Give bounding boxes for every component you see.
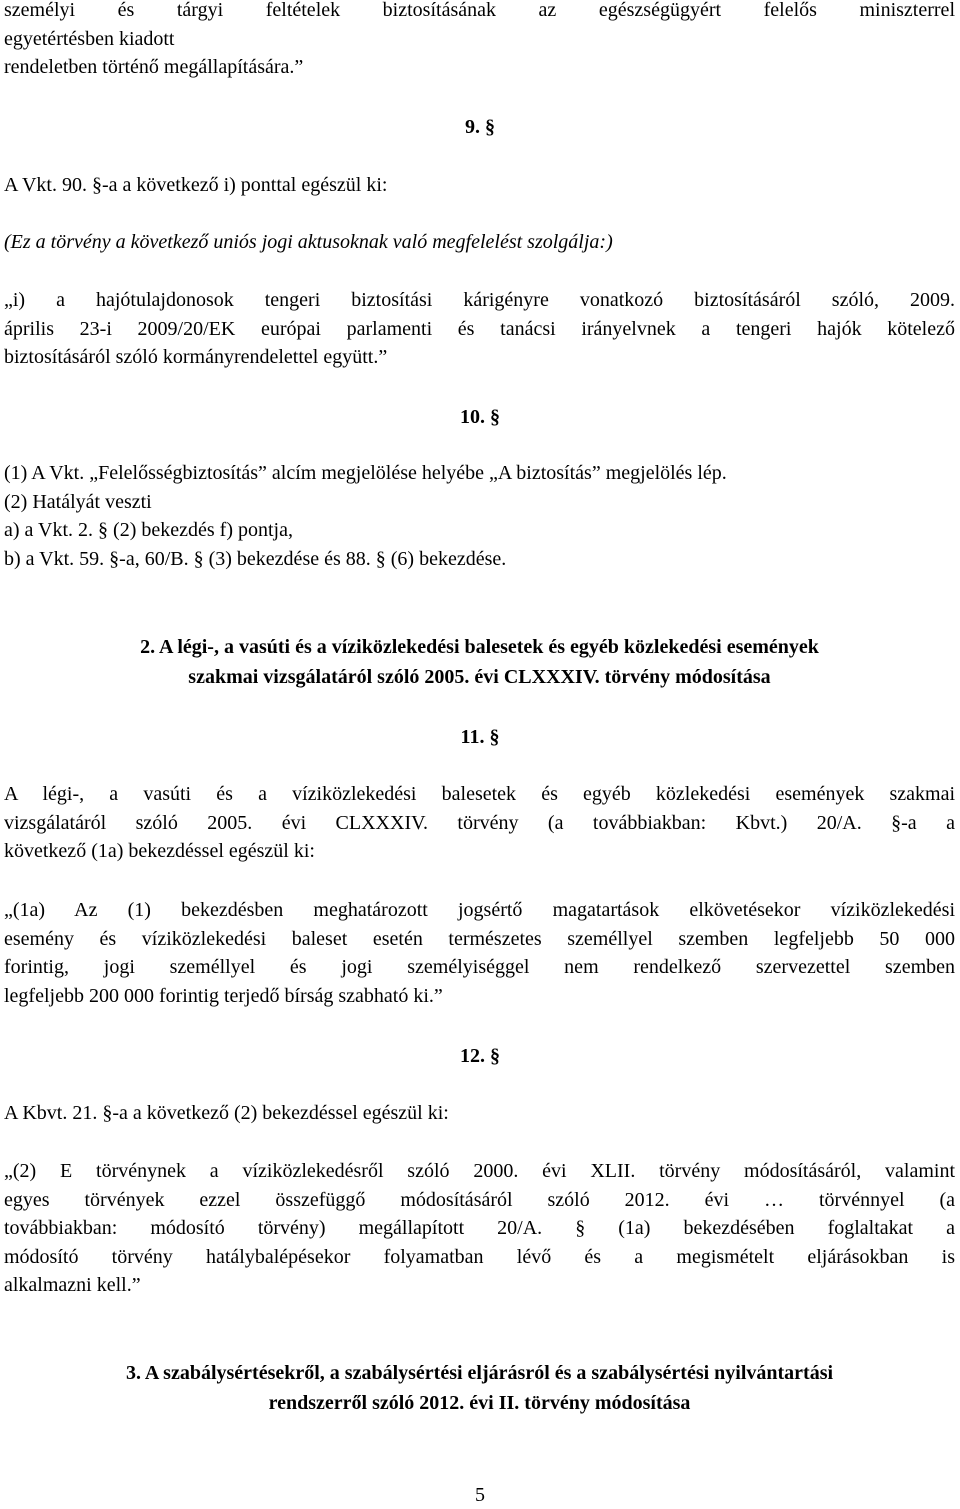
text-line: (1) A Vkt. „Felelősségbiztosítás” alcím megjelölése helyébe „A biztosítás” megjelölés lép. xyxy=(4,462,727,484)
section-9-number: 9. § xyxy=(465,116,495,138)
heading-line: szakmai vizsgálatáról szóló 2005. évi CLXXXIV. törvény módosítása xyxy=(188,665,771,688)
text-line: A Vkt. 90. §-a a következő i) ponttal egészül ki: xyxy=(4,174,388,196)
text-line: vizsgálatáról szóló 2005. évi CLXXXIV. törvény (a továbbiakban: Kbvt.) 20/A. §-a a xyxy=(4,811,955,834)
text-line: „(1a) Az (1) bekezdésben meghatározott jogsértő magatartások elkövetésekor víziközlekedési xyxy=(4,899,955,921)
text-line: egyes törvények ezzel összefüggő módosításáról szóló 2012. évi … törvénnyel (a xyxy=(4,1188,955,1211)
text-line: (2) Hatályát veszti xyxy=(4,490,152,513)
eu-compliance-note xyxy=(4,228,955,257)
paragraph-1a xyxy=(4,896,955,1010)
text-line: módosító törvény hatálybalépésekor folyamatban lévő és a megismételt eljárásokban is xyxy=(4,1245,955,1268)
text-line: „i) a hajótulajdonosok tengeri biztosítási kárigényre vonatkozó biztosításáról szóló, 2009. xyxy=(4,289,955,311)
text-line: a) a Vkt. 2. § (2) bekezdés f) pontja, xyxy=(4,519,293,542)
text-line: következő (1a) bekezdéssel egészül ki: xyxy=(4,840,315,863)
paragraph-2 xyxy=(4,1157,955,1300)
heading-line: 2. A légi-, a vasúti és a víziközlekedési balesetek és egyéb közlekedési események xyxy=(140,636,819,658)
text-line: április 23-i 2009/20/EK európai parlamenti és tanácsi irányelvnek a tengeri hajók kötelező xyxy=(4,317,955,340)
text-line: „(2) E törvénynek a víziközlekedésről szóló 2000. évi XLII. törvény módosításáról, valamint xyxy=(4,1160,955,1182)
text-line: egyetértésben kiadott xyxy=(4,27,175,50)
paragraph-kbvt-21 xyxy=(4,1099,955,1128)
section-12-number: 12. § xyxy=(460,1045,500,1067)
text-line: alkalmazni kell.” xyxy=(4,1274,141,1297)
text-line: legfeljebb 200 000 forintig terjedő bírság szabható ki.” xyxy=(4,984,443,1007)
text-line: A légi-, a vasúti és a víziközlekedési balesetek és egyéb közlekedési események szakmai xyxy=(4,783,955,805)
text-line: b) a Vkt. 59. §-a, 60/B. § (3) bekezdése és 88. § (6) bekezdése. xyxy=(4,547,507,570)
text-line: rendeletben történő megállapítására.” xyxy=(4,56,304,79)
page-number: 5 xyxy=(475,1484,485,1506)
text-line: személyi és tárgyi feltételek biztosításának az egészségügyért felelős miniszterrel xyxy=(4,0,955,21)
chapter-2-heading xyxy=(4,633,955,692)
heading-line: rendszerről szóló 2012. évi II. törvény módosítása xyxy=(268,1391,691,1414)
paragraph-vkt-90 xyxy=(4,171,955,200)
text-line: esemény és víziközlekedési baleset esetén természetes személlyel szemben legfeljebb 50 000 xyxy=(4,927,955,950)
section-11-body xyxy=(4,780,955,866)
section-10-number: 10. § xyxy=(460,406,500,428)
text-line: biztosításáról szóló kormányrendelettel együtt.” xyxy=(4,346,388,369)
heading-line: 3. A szabálysértésekről, a szabálysértési eljárásról és a szabálysértési nyilvántartási xyxy=(125,1362,834,1384)
section-11-number: 11. § xyxy=(460,726,500,748)
text-line: (Ez a törvény a következő uniós jogi aktusoknak való megfelelést szolgálja:) xyxy=(4,231,613,253)
point-i-paragraph xyxy=(4,286,955,372)
text-line: továbbiakban: módosító törvény) megállapított 20/A. § (1a) bekezdésében foglaltakat a xyxy=(4,1217,955,1240)
text-line: A Kbvt. 21. §-a a következő (2) bekezdéssel egészül ki: xyxy=(4,1102,449,1124)
chapter-3-heading xyxy=(4,1359,955,1418)
continuation-paragraph xyxy=(4,0,955,82)
section-10-body xyxy=(4,459,955,573)
text-line: forintig, jogi személlyel és jogi személyiséggel nem rendelkező szervezettel szemben xyxy=(4,956,955,979)
